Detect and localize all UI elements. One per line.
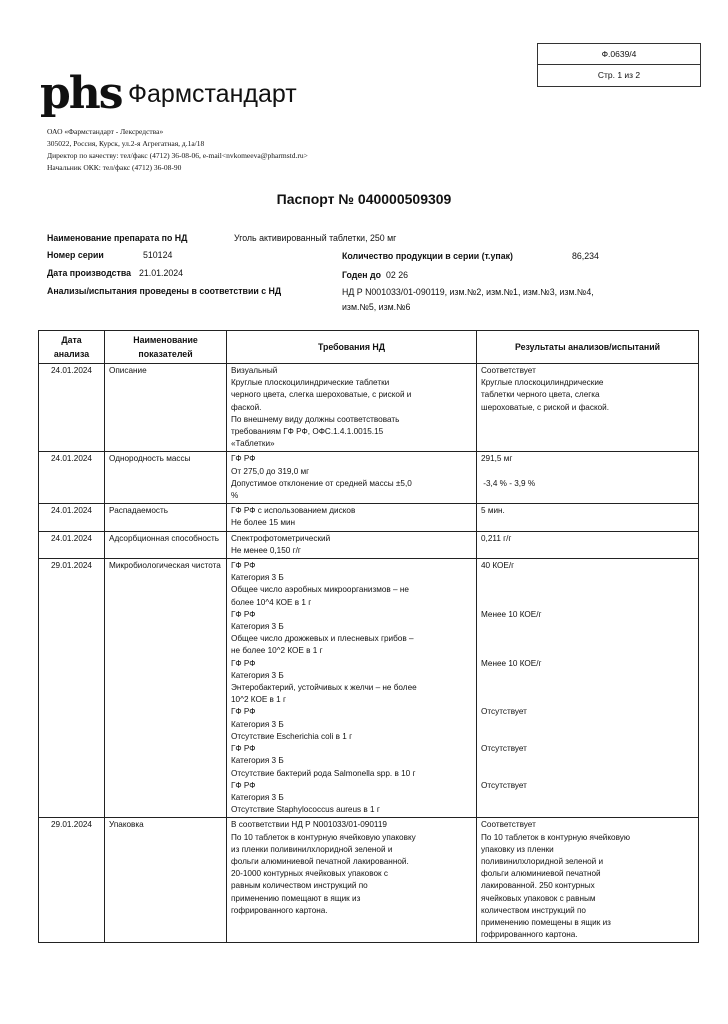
requirement-line: Отсутствие бактерий рода Salmonella spp. в 10 г <box>231 768 416 778</box>
result-line: Круглые плоскоцилиндрические <box>481 378 604 388</box>
table-header-row <box>39 331 699 364</box>
requirement-line: «Таблетки» <box>231 439 275 449</box>
requirement-line: фаской. <box>231 402 262 412</box>
cell-requirements <box>227 364 477 452</box>
company-line: Директор по качеству: тел/факс (4712) 36-08-06, e-mail<nvkomeeva@pharmstd.ru> <box>47 151 308 160</box>
table-row <box>39 364 699 452</box>
requirement-line: Энтеробактерий, устойчивых к желчи – не более <box>231 683 417 693</box>
cell-date: 29.01.2024 <box>39 818 105 943</box>
result-line: Менее 10 КОЕ/г <box>481 658 542 668</box>
requirement-line: Отсутствие Escherichia coli в 1 г <box>231 731 353 741</box>
result-line: Отсутствует <box>481 707 527 717</box>
requirement-line: более 10^4 КОЕ в 1 г <box>231 597 312 607</box>
result-line <box>481 731 694 743</box>
result-line <box>481 621 694 633</box>
requirement-line: ГФ РФ с использованием дисков <box>231 506 356 516</box>
result-line <box>481 719 694 731</box>
cell-requirements <box>227 452 477 504</box>
company-details <box>47 126 308 174</box>
requirement-line: По 10 таблеток в контурную ячейковую упаковку <box>231 832 416 842</box>
requirement-line: 20-1000 контурных ячейковых упаковок с <box>231 869 388 879</box>
result-line: Менее 10 КОЕ/г <box>481 609 542 619</box>
requirement-line: Категория 3 Б <box>231 756 284 766</box>
result-line: Соответствует <box>481 820 536 830</box>
analysis-label: Анализы/испытания проведены в соответствии с НД <box>47 286 282 296</box>
requirement-line: Категория 3 Б <box>231 573 284 583</box>
requirement-line: ГФ РФ <box>231 454 256 464</box>
result-line <box>481 466 694 478</box>
result-line: Отсутствует <box>481 744 527 754</box>
result-line: Отсутствует <box>481 780 527 790</box>
cell-requirements <box>227 559 477 818</box>
prod-date-label: Дата производства <box>47 268 132 278</box>
table-body <box>39 364 699 943</box>
requirement-line: Общее число аэробных микроорганизмов – не <box>231 585 409 595</box>
table-row <box>39 559 699 818</box>
header-name: Наименование показателей <box>105 331 227 364</box>
result-line: Соответствует <box>481 366 536 375</box>
requirement-line: Визуальный <box>231 366 278 375</box>
company-line: ОАО «Фармстандарт - Лексредства» <box>47 127 164 136</box>
requirement-line: Не более 15 мин <box>231 518 296 528</box>
cell-results <box>477 452 699 504</box>
table-row <box>39 452 699 504</box>
requirement-line: Круглые плоскоцилиндрические таблетки <box>231 378 390 388</box>
result-line <box>481 572 694 584</box>
cell-requirements <box>227 504 477 531</box>
cell-indicator: Упаковка <box>105 818 227 943</box>
requirement-line: По внешнему виду должны соответствовать <box>231 414 400 424</box>
result-line: фольги алюминиевой печатной <box>481 869 601 879</box>
requirement-line: Не менее 0,150 г/г <box>231 545 301 555</box>
cell-results <box>477 364 699 452</box>
analysis-table <box>38 330 699 943</box>
requirement-line: применению помещают в ящик из <box>231 893 361 903</box>
result-line: упаковку из пленки <box>481 844 554 854</box>
requirement-line: В соответствии НД Р N001033/01-090119 <box>231 820 387 830</box>
requirement-line: Категория 3 Б <box>231 792 284 802</box>
cell-date: 29.01.2024 <box>39 559 105 818</box>
result-line: 5 мин. <box>481 506 505 516</box>
prod-date-value: 21.01.2024 <box>139 268 184 278</box>
result-line <box>481 645 694 657</box>
requirement-line: 10^2 КОЕ в 1 г <box>231 695 286 705</box>
result-line: гофрированного картона. <box>481 930 578 940</box>
product-value: Уголь активированный таблетки, 250 мг <box>234 233 397 243</box>
result-line: применению помещены в ящик из <box>481 917 611 927</box>
qty-label: Количество продукции в серии (т.упак) <box>342 251 513 261</box>
result-line: шероховатые, с риской и фаской. <box>481 402 610 412</box>
requirement-line: равным количеством инструкций по <box>231 881 368 891</box>
result-line: 291,5 мг <box>481 454 513 464</box>
result-line: 0,211 г/г <box>481 533 512 543</box>
company-line: Начальник ОКК: тел/факс (4712) 36-08-90 <box>47 163 182 172</box>
requirement-line: От 275,0 до 319,0 мг <box>231 466 310 476</box>
form-code-box <box>537 43 701 87</box>
table-row <box>39 531 699 558</box>
nd-line-1: НД Р N001033/01-090119, изм.№2, изм.№1, изм.№3, изм.№4, <box>342 287 594 297</box>
requirement-line: % <box>231 491 239 501</box>
result-line: По 10 таблеток в контурную ячейковую <box>481 832 631 842</box>
requirement-line: Общее число дрожжевых и плесневых грибов – <box>231 634 414 644</box>
result-line: -3,4 % - 3,9 % <box>481 478 536 488</box>
cell-results <box>477 818 699 943</box>
expiry-value: 02 26 <box>386 270 409 280</box>
cell-date: 24.01.2024 <box>39 452 105 504</box>
requirement-line: Категория 3 Б <box>231 670 284 680</box>
cell-requirements <box>227 818 477 943</box>
table-row <box>39 818 699 943</box>
cell-results <box>477 504 699 531</box>
expiry-label: Годен до <box>342 270 381 280</box>
header-requirements: Требования НД <box>227 331 477 364</box>
result-line: количеством инструкций по <box>481 905 586 915</box>
page-number: Стр. 1 из 2 <box>597 70 641 80</box>
result-line <box>481 597 694 609</box>
cell-indicator: Микробиологическая чистота <box>105 559 227 818</box>
cell-date: 24.01.2024 <box>39 364 105 452</box>
series-label: Номер серии <box>47 250 104 260</box>
requirement-line: Категория 3 Б <box>231 719 284 729</box>
header-results: Результаты анализов/испытаний <box>477 331 699 364</box>
requirement-line: гофрированного картона. <box>231 905 328 915</box>
cell-requirements <box>227 531 477 558</box>
series-value: 510124 <box>143 250 173 260</box>
result-line <box>481 768 694 780</box>
company-line: 305022, Россия, Курск, ул.2-я Агрегатная, д.1а/18 <box>47 139 205 148</box>
requirement-line: ГФ РФ <box>231 780 256 790</box>
cell-indicator: Распадаемость <box>105 504 227 531</box>
requirement-line: Допустимое отклонение от средней массы ±5,0 <box>231 478 412 488</box>
cell-date: 24.01.2024 <box>39 504 105 531</box>
result-line <box>481 755 694 767</box>
requirement-line: не более 10^2 КОЕ в 1 г <box>231 646 323 656</box>
form-code: Ф.0639/4 <box>538 44 700 65</box>
result-line <box>481 670 694 682</box>
requirement-line: из пленки поливинилхлоридной зеленой и <box>231 844 393 854</box>
nd-line-2: изм.№5, изм.№6 <box>342 302 411 312</box>
result-line: таблетки черного цвета, слегка <box>481 390 600 400</box>
product-label: Наименование препарата по НД <box>47 233 188 243</box>
cell-results <box>477 531 699 558</box>
cell-results <box>477 559 699 818</box>
cell-date: 24.01.2024 <box>39 531 105 558</box>
passport-title: Паспорт № 040000509309 <box>276 191 452 207</box>
result-line: поливинилхлоридной зеленой и <box>481 856 604 866</box>
requirement-line: ГФ РФ <box>231 707 256 717</box>
requirement-line: Спектрофотометрический <box>231 533 331 543</box>
result-line <box>481 633 694 645</box>
requirement-line: ГФ РФ <box>231 561 256 571</box>
result-line: лакированной. 250 контурных <box>481 881 595 891</box>
requirement-line: фольги алюминиевой печатной лакированной. <box>231 856 409 866</box>
requirement-line: требованиям ГФ РФ, ОФС.1.4.1.0015.15 <box>231 427 384 437</box>
header-date: Дата анализа <box>39 331 105 364</box>
result-line <box>481 694 694 706</box>
result-line <box>481 682 694 694</box>
result-line <box>481 584 694 596</box>
cell-indicator: Адсорбционная способность <box>105 531 227 558</box>
requirement-line: ГФ РФ <box>231 609 256 619</box>
cell-indicator: Однородность массы <box>105 452 227 504</box>
logo-name: Фармстандарт <box>128 80 297 108</box>
logo-mark: phs <box>40 68 122 119</box>
result-line: ячейковых упаковок с равным <box>481 893 596 903</box>
qty-value: 86,234 <box>572 251 599 261</box>
table-row <box>39 504 699 531</box>
cell-indicator: Описание <box>105 364 227 452</box>
requirement-line: ГФ РФ <box>231 658 256 668</box>
requirement-line: Категория 3 Б <box>231 622 284 632</box>
requirement-line: ГФ РФ <box>231 744 256 754</box>
result-line: 40 КОЕ/г <box>481 561 515 571</box>
requirement-line: Отсутствие Staphylococcus aureus в 1 г <box>231 805 380 815</box>
requirement-line: черного цвета, слегка шероховатые, с риской и <box>231 390 412 400</box>
